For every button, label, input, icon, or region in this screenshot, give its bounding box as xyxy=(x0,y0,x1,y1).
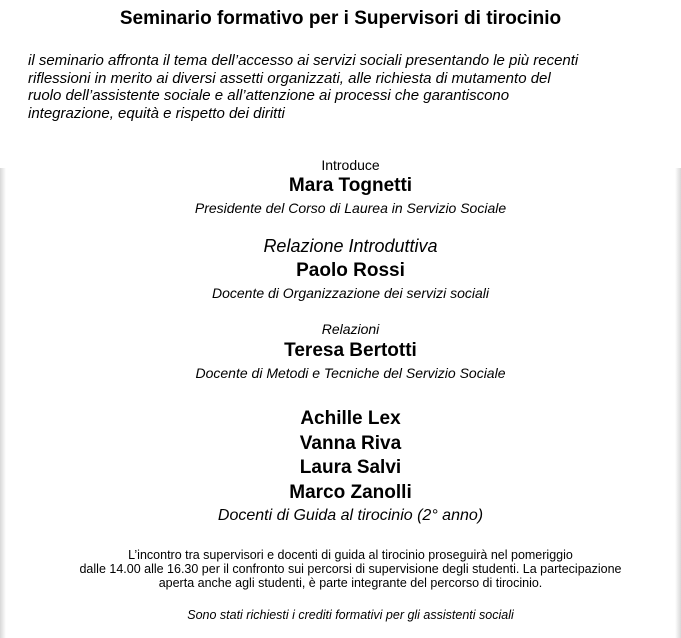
page-shadow-left xyxy=(0,168,6,638)
intro-line: integrazione, equità e rispetto dei diritti xyxy=(28,104,285,122)
afternoon-note xyxy=(10,548,681,590)
guide-name: Vanna Riva xyxy=(299,433,402,454)
guide-role: Docenti di Guida al tirocinio (2° anno) xyxy=(217,507,484,524)
introduce-label: Introduce xyxy=(321,157,380,173)
note-line: aperta anche agli studenti, è parte integrante del percorso di tirocinio. xyxy=(158,576,543,590)
relazione-introduttiva-speaker-role: Docente di Organizzazione dei servizi sociali xyxy=(211,285,490,301)
note-line: dalle 14.00 alle 16.30 per il confronto sui percorsi di supervisione degli studenti. La partecipazione xyxy=(79,562,622,576)
relazioni-label: Relazioni xyxy=(321,321,380,337)
intro-paragraph xyxy=(28,52,673,122)
relazione-introduttiva-speaker-name: Paolo Rossi xyxy=(296,260,405,281)
introduce-speaker-role: Presidente del Corso di Laurea in Servizio Sociale xyxy=(194,200,507,216)
relazione-introduttiva-label: Relazione Introduttiva xyxy=(263,236,438,256)
relazioni-speaker-name: Teresa Bertotti xyxy=(284,340,417,361)
page-title: Seminario formativo per i Supervisori di tirocinio xyxy=(119,8,562,29)
guide-name: Laura Salvi xyxy=(299,457,402,478)
credits-note: Sono stati richiesti i crediti formativi per gli assistenti sociali xyxy=(187,608,514,622)
guide-name: Achille Lex xyxy=(300,408,401,429)
intro-line: il seminario affronta il tema dell’accesso ai servizi sociali presentando le più recenti xyxy=(28,52,579,69)
intro-line: riflessioni in merito ai diversi assetti organizzati, alle richiesta di mutamento del xyxy=(28,69,551,87)
note-line: L’incontro tra supervisori e docenti di guida al tirocinio proseguirà nel pomeriggio xyxy=(128,548,573,562)
guide-name: Marco Zanolli xyxy=(289,482,412,503)
intro-line: ruolo dell’assistente sociale e all’attenzione ai processi che garantiscono xyxy=(28,87,510,104)
introduce-speaker-name: Mara Tognetti xyxy=(288,175,413,196)
relazioni-speaker-role: Docente di Metodi e Tecniche del Servizio Sociale xyxy=(195,365,506,381)
